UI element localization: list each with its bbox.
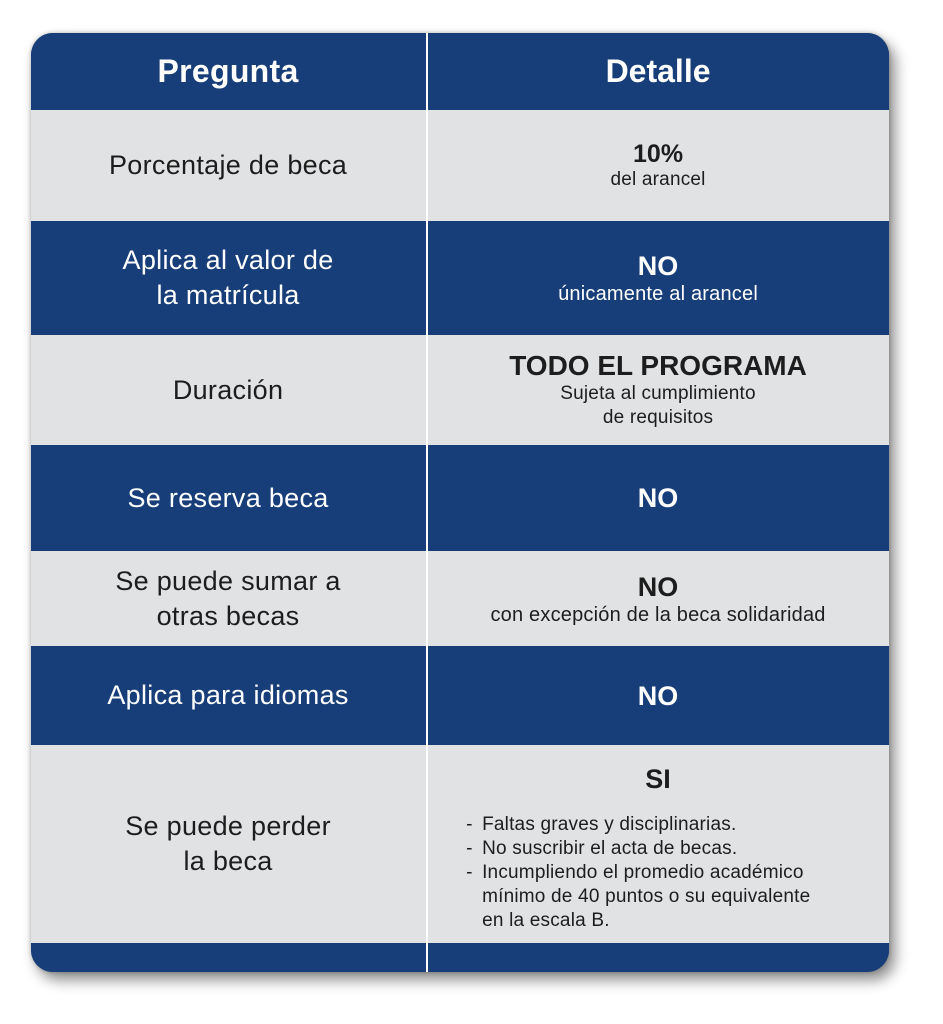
header-detalle: Detalle bbox=[605, 53, 711, 89]
detail-cell bbox=[427, 646, 889, 745]
column-divider bbox=[426, 33, 428, 972]
list-item bbox=[466, 861, 810, 933]
question-cell: Porcentaje de beca bbox=[109, 150, 348, 180]
dash-bullet: - bbox=[466, 814, 473, 835]
scholarship-table bbox=[31, 33, 889, 972]
detail-main: NO bbox=[637, 483, 679, 513]
table-row bbox=[31, 335, 889, 445]
detail-cell bbox=[427, 745, 889, 943]
table-row bbox=[31, 551, 889, 646]
table-row bbox=[31, 646, 889, 745]
detail-main: TODO EL PROGRAMA bbox=[509, 350, 807, 381]
detail-sub: con excepción de la beca solidaridad bbox=[490, 603, 826, 626]
detail-main: NO bbox=[637, 251, 679, 281]
detail-main: SI bbox=[645, 764, 671, 794]
list-item bbox=[466, 837, 810, 861]
list-item bbox=[466, 813, 810, 837]
dash-bullet: - bbox=[466, 862, 473, 883]
header-pregunta: Pregunta bbox=[157, 53, 299, 89]
table-row bbox=[31, 221, 889, 335]
detail-cell bbox=[427, 110, 889, 221]
table-footer bbox=[31, 943, 889, 972]
detail-main: NO bbox=[637, 680, 679, 711]
table-row bbox=[31, 445, 889, 551]
table-header bbox=[31, 33, 889, 110]
table-row bbox=[31, 745, 889, 943]
detail-main: 10% bbox=[633, 139, 684, 168]
conditions-list bbox=[466, 813, 810, 933]
list-item-text: No suscribir el acta de becas. bbox=[482, 838, 738, 859]
dash-bullet: - bbox=[466, 838, 473, 859]
detail-cell bbox=[427, 551, 889, 646]
detail-sub: del arancel bbox=[610, 168, 706, 190]
detail-cell bbox=[427, 221, 889, 335]
list-item-text: Faltas graves y disciplinarias. bbox=[482, 814, 737, 835]
question-cell: Aplica al valor de la matrícula bbox=[122, 245, 334, 310]
question-cell: Duración bbox=[172, 374, 284, 405]
question-cell: Aplica para idiomas bbox=[107, 680, 349, 710]
detail-main: NO bbox=[637, 571, 679, 602]
question-cell: Se puede sumar a otras becas bbox=[115, 565, 341, 631]
question-cell: Se reserva beca bbox=[127, 482, 329, 513]
list-item-text: Incumpliendo el promedio académico mínimo de 40 puntos o su equivalente en la escala B. bbox=[482, 862, 811, 931]
table-row bbox=[31, 110, 889, 221]
question-cell: Se puede perder la beca bbox=[125, 811, 331, 876]
detail-cell bbox=[427, 445, 889, 551]
detail-sub: únicamente al arancel bbox=[558, 283, 758, 305]
detail-cell bbox=[427, 335, 889, 445]
detail-sub: Sujeta al cumplimiento de requisitos bbox=[560, 383, 756, 428]
